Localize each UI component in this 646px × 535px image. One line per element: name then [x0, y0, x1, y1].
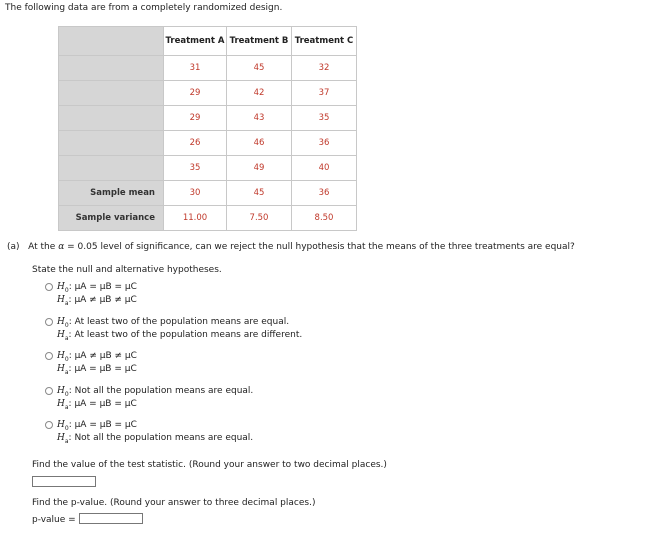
radio-button[interactable]: [45, 421, 53, 429]
cell: 46: [227, 131, 292, 156]
variance-c: 8.50: [292, 206, 357, 231]
table-row: [59, 56, 357, 81]
table-row: [59, 156, 357, 181]
cell: 35: [164, 156, 227, 181]
table-corner: [59, 27, 164, 56]
option-5-h0: : μA = μB = μC: [68, 420, 137, 430]
mean-c: 36: [292, 181, 357, 206]
table-row: [59, 81, 357, 106]
option-1-h0: : μA = μB = μC: [68, 282, 137, 292]
option-3-ha: : μA = μB = μC: [68, 364, 137, 374]
intro-text: The following data are from a completely randomized design.: [5, 3, 283, 13]
table-header-row: [59, 27, 357, 56]
variance-b: 7.50: [227, 206, 292, 231]
option-4-ha: : μA = μB = μC: [68, 399, 137, 409]
option-1-ha: : μA ≠ μB ≠ μC: [68, 295, 137, 305]
cell: 29: [164, 106, 227, 131]
question-prefix: At the: [28, 242, 56, 252]
option-2-h0: : At least two of the population means are equal.: [68, 317, 290, 327]
table-row: [59, 131, 357, 156]
cell: 32: [292, 56, 357, 81]
cell: 29: [164, 81, 227, 106]
question-rest: = 0.05 level of significance, can we reject the null hypothesis that the means of the three treatments are equal?: [67, 242, 575, 252]
mean-b: 45: [227, 181, 292, 206]
option-5-ha: : Not all the population means are equal.: [68, 433, 254, 443]
header-treatment-a: Treatment A: [164, 27, 227, 56]
part-a-label: (a): [7, 242, 20, 252]
cell: 49: [227, 156, 292, 181]
cell: 31: [164, 56, 227, 81]
radio-button[interactable]: [45, 283, 53, 291]
header-treatment-c: Treatment C: [292, 27, 357, 56]
part-a-question: [7, 242, 575, 252]
option-3-h0: : μA ≠ μB ≠ μC: [68, 351, 137, 361]
sample-variance-row: [59, 206, 357, 231]
cell: 40: [292, 156, 357, 181]
mean-a: 30: [164, 181, 227, 206]
cell: 36: [292, 131, 357, 156]
table-row: [59, 106, 357, 131]
sample-mean-label: Sample mean: [59, 181, 164, 206]
variance-a: 11.00: [164, 206, 227, 231]
p-value-input[interactable]: [79, 513, 143, 524]
radio-button[interactable]: [45, 352, 53, 360]
state-hypotheses-text: State the null and alternative hypotheses.: [32, 265, 222, 275]
p-value-question: Find the p-value. (Round your answer to three decimal places.): [32, 498, 316, 508]
radio-button[interactable]: [45, 318, 53, 326]
alpha-symbol: α: [58, 242, 65, 252]
cell: 35: [292, 106, 357, 131]
data-table: [58, 26, 357, 231]
test-statistic-input[interactable]: [32, 476, 96, 487]
option-4-h0: : Not all the population means are equal.: [68, 386, 254, 396]
sample-mean-row: [59, 181, 357, 206]
sample-variance-label: Sample variance: [59, 206, 164, 231]
option-2-ha: : At least two of the population means are different.: [68, 330, 303, 340]
cell: 26: [164, 131, 227, 156]
cell: 43: [227, 106, 292, 131]
cell: 45: [227, 56, 292, 81]
cell: 37: [292, 81, 357, 106]
header-treatment-b: Treatment B: [227, 27, 292, 56]
radio-button[interactable]: [45, 387, 53, 395]
cell: 42: [227, 81, 292, 106]
test-statistic-question: Find the value of the test statistic. (Round your answer to two decimal places.): [32, 460, 387, 470]
p-value-label: p-value =: [32, 515, 76, 525]
